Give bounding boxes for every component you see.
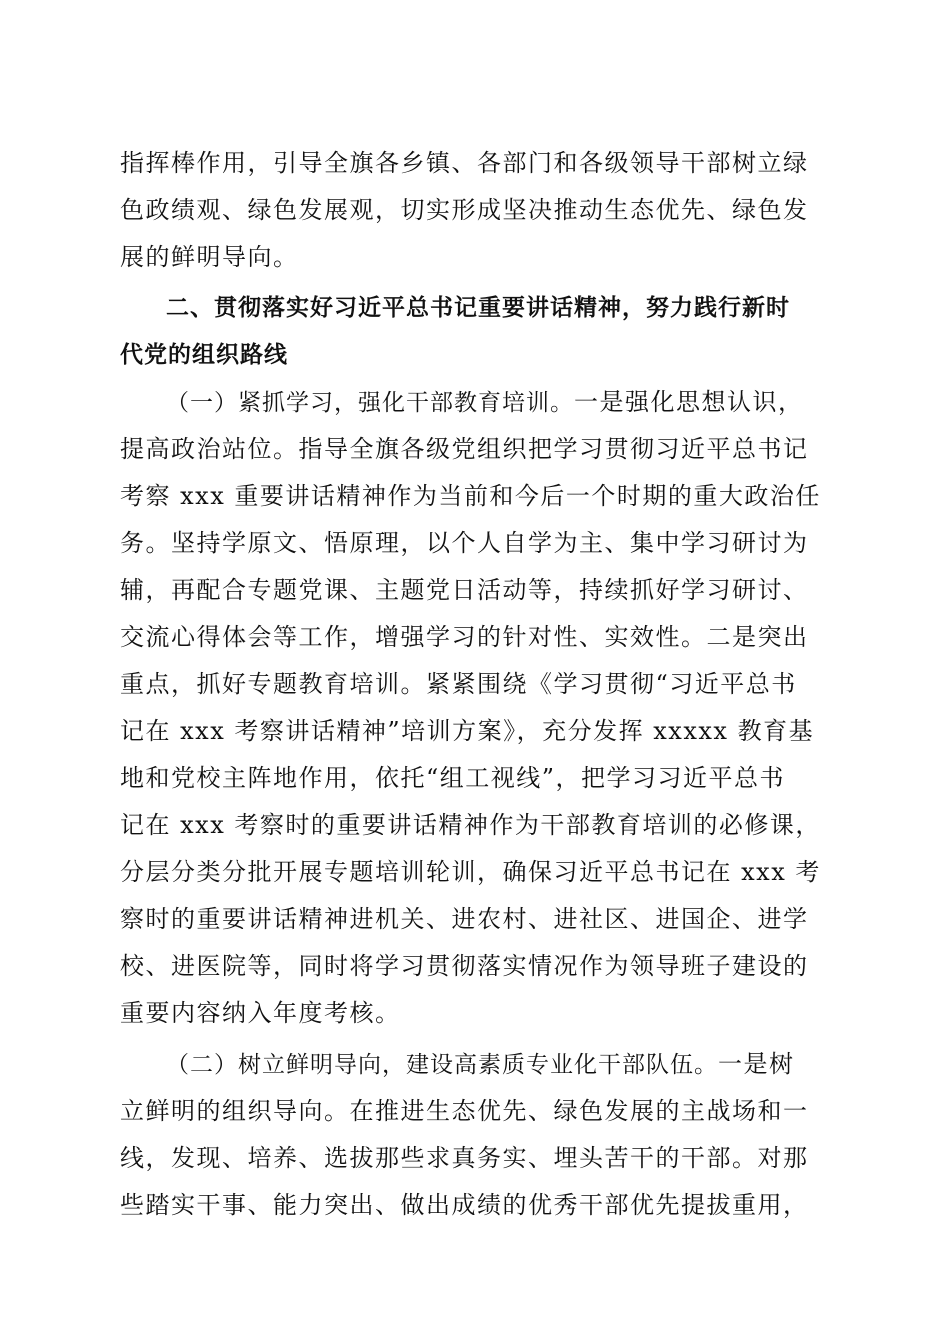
subsection-2-first-line [120, 1041, 826, 1088]
body-line: 考察 xxx 重要讲话精神作为当前和今后一个时期的重大政治任 [120, 482, 821, 510]
body-line: 些踏实干事、能力突出、做出成绩的优秀干部优先提拔重用， [120, 1191, 809, 1219]
body-line: 指挥棒作用，引导全旗各乡镇、各部门和各级领导干部树立绿 [120, 149, 809, 177]
body-line: 地和党校主阵地作用，依托“组工视线”，把学习习近平总书 [120, 764, 786, 792]
body-line: 提高政治站位。指导全旗各级党组织把学习贯彻习近平总书记 [120, 435, 809, 463]
body-line: 重要内容纳入年度考核。 [120, 999, 401, 1027]
body-line: 察时的重要讲话精神进机关、进农村、进社区、进国企、进学 [120, 905, 809, 933]
document-body [120, 140, 826, 1229]
body-line: 重点，抓好专题教育培训。紧紧围绕《学习贯彻“习近平总书 [120, 670, 797, 698]
subsection-1-lead: （一）紧抓学习，强化干部教育培训。 [166, 390, 574, 416]
body-line: 立鲜明的组织导向。在推进生态优先、绿色发展的主战场和一 [120, 1097, 809, 1125]
body-line: 记在 xxx 考察时的重要讲话精神作为干部教育培训的必修课， [120, 811, 821, 839]
section-heading-line-1: 二、贯彻落实好习近平总书记重要讲话精神，努力践行新时 [166, 295, 790, 321]
subsection-2-lead: （二）树立鲜明导向，建设高素质专业化干部队伍。 [166, 1052, 718, 1078]
body-line: 分层分类分批开展专题培训轮训，确保习近平总书记在 xxx 考 [120, 858, 821, 886]
body-line: 校、进医院等，同时将学习贯彻落实情况作为领导班子建设的 [120, 952, 809, 980]
section-heading-line-2: 代党的组织路线 [120, 342, 288, 368]
subsection-2-first-rest: 一是树 [718, 1050, 795, 1078]
body-line: 展的鲜明导向。 [120, 243, 299, 271]
body-line: 务。坚持学原文、悟原理，以个人自学为主、集中学习研讨为 [120, 529, 809, 557]
body-line: 记在 xxx 考察讲话精神”培训方案》，充分发挥 xxxxx 教育基 [120, 717, 815, 745]
body-line: 交流心得体会等工作，增强学习的针对性、实效性。二是突出 [120, 623, 809, 651]
subsection-1-first-rest: 一是强化思想认识， [574, 388, 804, 416]
body-line: 辅，再配合专题党课、主题党日活动等，持续抓好学习研讨、 [120, 576, 809, 604]
body-line: 线，发现、培养、选拔那些求真务实、埋头苦干的干部。对那 [120, 1144, 809, 1172]
body-line: 色政绩观、绿色发展观，切实形成坚决推动生态优先、绿色发 [120, 196, 809, 224]
subsection-1-first-line [120, 379, 826, 426]
